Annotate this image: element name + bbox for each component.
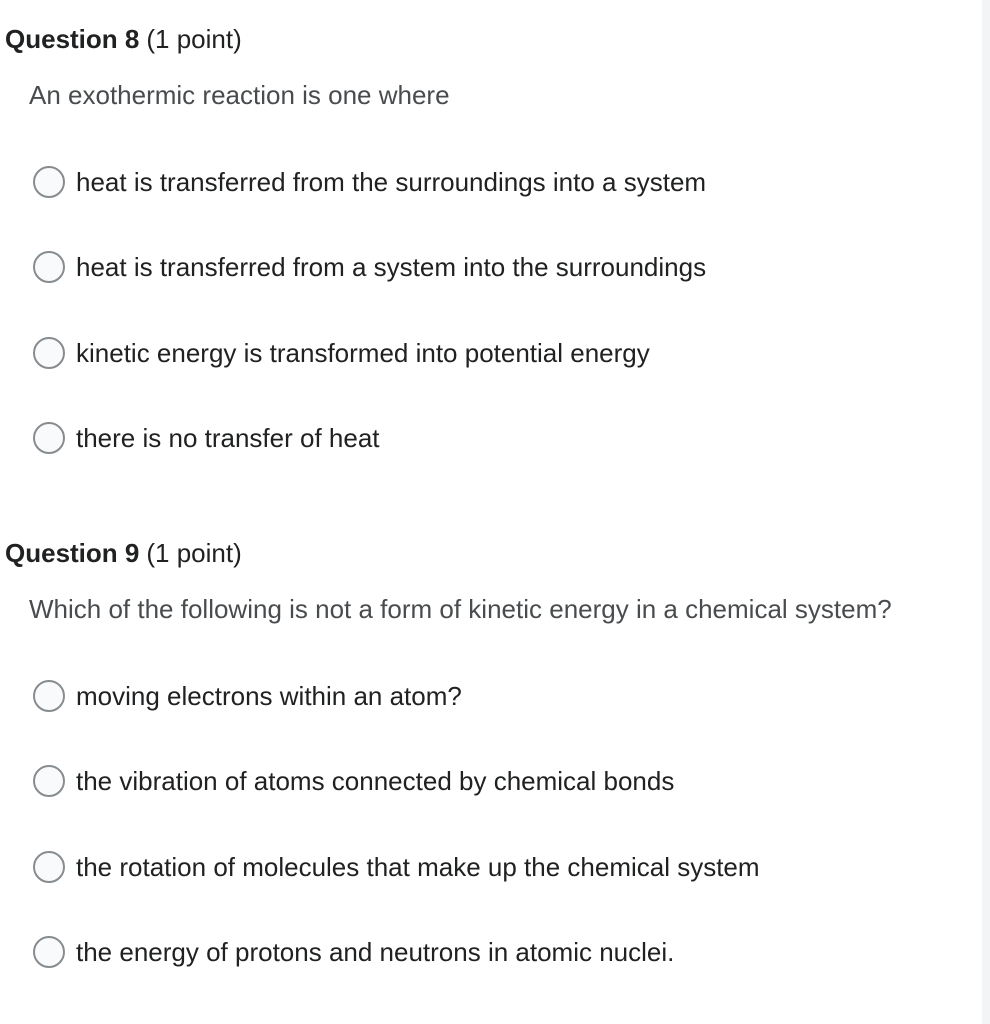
radio-button[interactable] <box>33 936 65 968</box>
radio-button[interactable] <box>33 680 65 712</box>
question-prompt: An exothermic reaction is one where <box>29 80 450 110</box>
answer-option[interactable] <box>33 164 706 200</box>
answer-option-label[interactable]: moving electrons within an atom? <box>76 681 462 711</box>
answer-option[interactable] <box>33 763 674 799</box>
radio-button[interactable] <box>33 765 65 797</box>
question-title: Question 8 <box>5 24 140 54</box>
answer-option[interactable] <box>33 420 380 456</box>
answer-option-label[interactable]: the energy of protons and neutrons in atomic nuclei. <box>76 937 675 967</box>
radio-button[interactable] <box>33 251 65 283</box>
answer-option-label[interactable]: the rotation of molecules that make up the chemical system <box>76 852 760 882</box>
answer-option[interactable] <box>33 335 650 371</box>
radio-button[interactable] <box>33 851 65 883</box>
radio-button[interactable] <box>33 166 65 198</box>
question-points: (1 point) <box>146 24 242 54</box>
answer-option-label[interactable]: kinetic energy is transformed into potential energy <box>76 338 650 368</box>
answer-option-label[interactable]: there is no transfer of heat <box>76 423 380 453</box>
question-heading <box>5 22 242 56</box>
scrollbar-track[interactable] <box>982 0 990 1024</box>
question-prompt: Which of the following is not a form of kinetic energy in a chemical system? <box>29 594 892 624</box>
answer-option[interactable] <box>33 934 674 970</box>
question-heading <box>5 536 242 570</box>
answer-option[interactable] <box>33 678 462 714</box>
radio-button[interactable] <box>33 337 65 369</box>
answer-option[interactable] <box>33 849 760 885</box>
answer-option[interactable] <box>33 249 706 285</box>
answer-option-label[interactable]: the vibration of atoms connected by chemical bonds <box>76 766 675 796</box>
answer-option-label[interactable]: heat is transferred from a system into the surroundings <box>76 252 707 282</box>
answer-option-label[interactable]: heat is transferred from the surroundings into a system <box>76 167 707 197</box>
radio-button[interactable] <box>33 422 65 454</box>
question-title: Question 9 <box>5 538 140 568</box>
question-points: (1 point) <box>146 538 242 568</box>
